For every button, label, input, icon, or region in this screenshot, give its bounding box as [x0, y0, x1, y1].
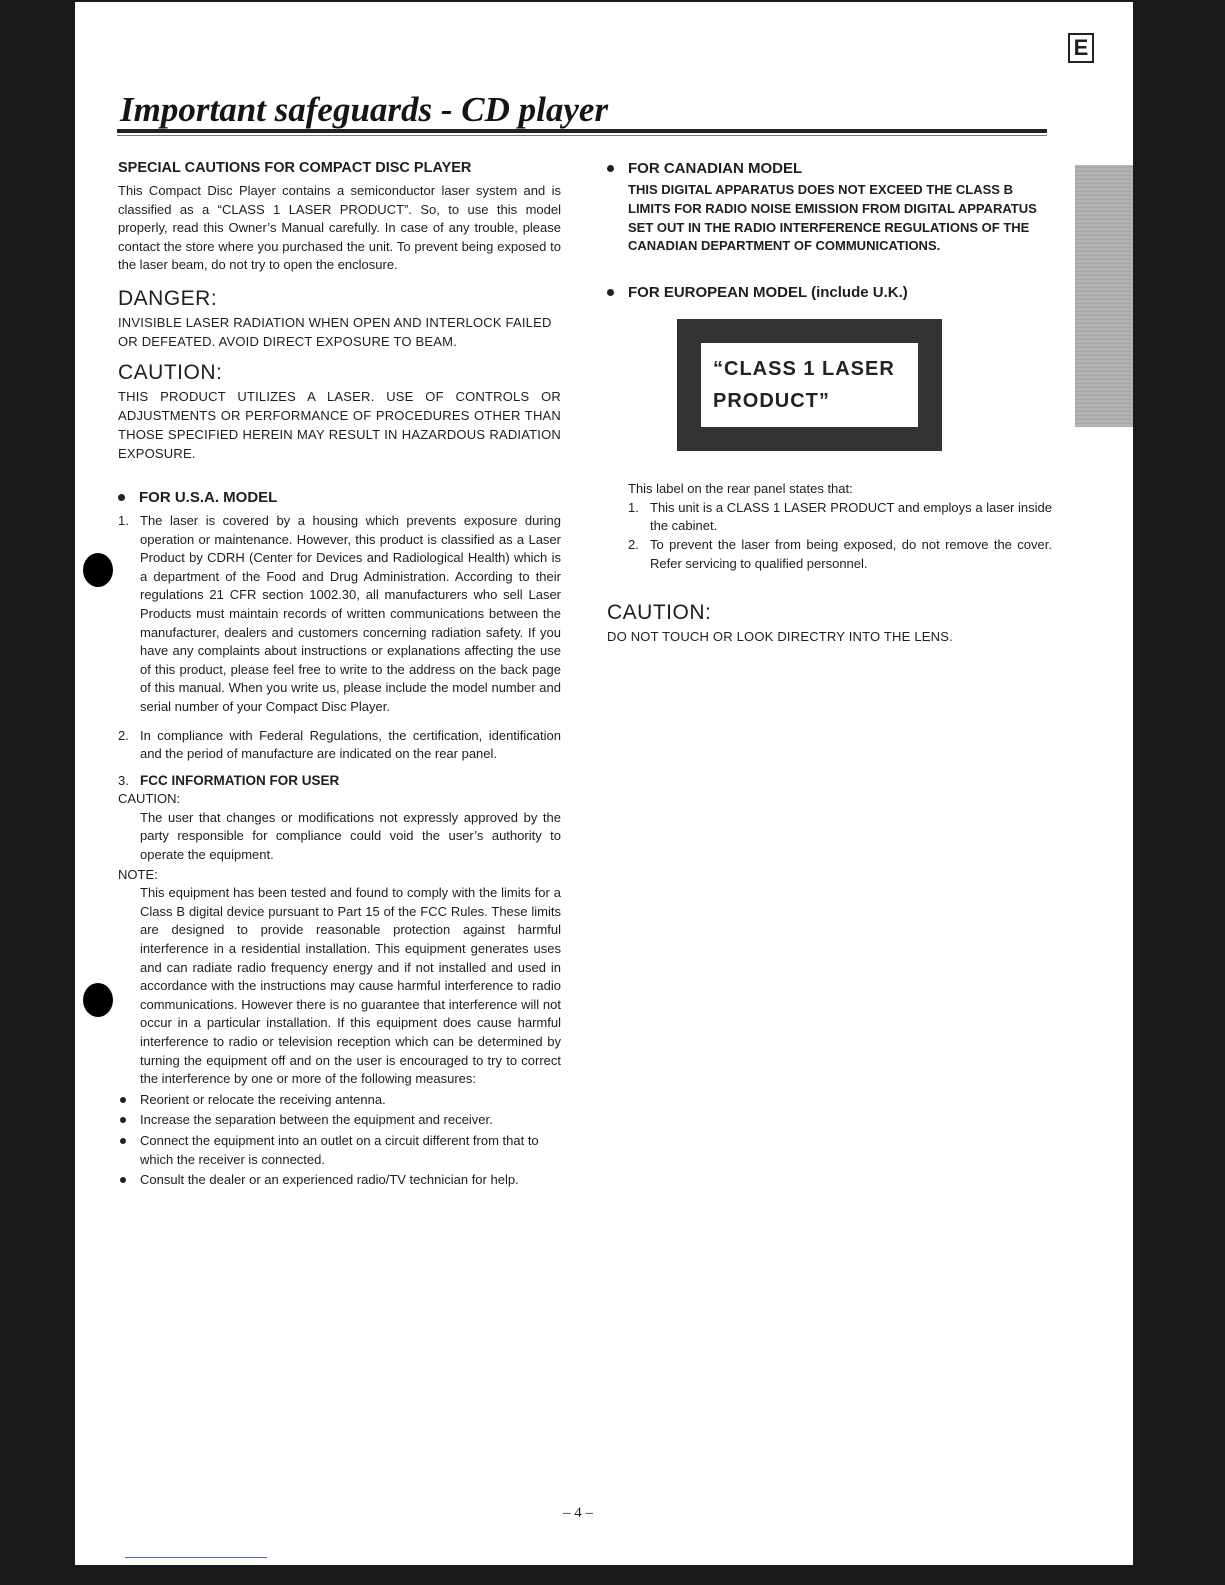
caution-heading: CAUTION:: [118, 360, 223, 384]
label-line-2: PRODUCT”: [713, 390, 830, 413]
fcc-measures-list: [118, 1091, 561, 1190]
item-number: 1.: [628, 499, 639, 515]
lens-caution-section: [607, 601, 1052, 646]
european-model-heading-text: FOR EUROPEAN MODEL (include U.K.): [628, 284, 908, 302]
usa-item-3: [118, 772, 561, 791]
lens-caution-body: DO NOT TOUCH OR LOOK DIRECTRY INTO THE LENS.: [607, 629, 953, 645]
list-item: [118, 1171, 561, 1190]
label-line-1: “CLASS 1 LASER: [713, 358, 895, 381]
item-number: 2.: [118, 727, 129, 743]
left-column: [118, 160, 561, 1192]
measure-text: Connect the equipment into an outlet on a circuit different from that to which the receiver is connected.: [140, 1132, 539, 1167]
bullet-icon: [607, 289, 614, 296]
usa-model-heading: [118, 489, 561, 506]
danger-section: [118, 287, 561, 351]
usa-item-1-text: The laser is covered by a housing which prevents exposure during operation or maintenance. However, this product is classified as a Laser Product by CDRH (Center for Devices and Radiological Health) which is a department of the Food and Drug Administration. According to their regulations 21 CFR section 1002.30, all manufacturers who sell Laser Products must maintain records of written communications between the manufacturer, dealers and customers concerning radiation safety. If you have any complaints about instructions or explanations affecting the use of this product, please feel free to write to the address on the back page of this manual. When you write us, please include the model number and serial number of your Compact Disc Player.: [140, 512, 561, 714]
list-item: [118, 1132, 561, 1169]
fcc-caution-body: The user that changes or modifications not expressly approved by the party responsible for compliance could void the user’s authority to operate the equipment.: [140, 809, 561, 863]
european-model-section: [607, 284, 1052, 573]
measure-text: Consult the dealer or an experienced radio/TV technician for help.: [140, 1172, 519, 1188]
fcc-heading: FCC INFORMATION FOR USER: [140, 772, 340, 788]
lens-caution-heading: CAUTION:: [607, 601, 712, 625]
side-tab-marker: [1075, 165, 1133, 427]
class1-laser-label: [677, 319, 942, 451]
europe-item-1: [607, 499, 1052, 536]
footer-line: [125, 1557, 267, 1558]
fcc-caution-label: CAUTION:: [118, 791, 181, 807]
language-badge: E: [1068, 33, 1094, 63]
item-number: 1.: [118, 512, 129, 528]
bullet-icon: [120, 1177, 126, 1183]
europe-item-2: [607, 536, 1052, 573]
canadian-model-heading: [607, 160, 1052, 177]
measure-text: Increase the separation between the equipment and receiver.: [140, 1112, 493, 1128]
manual-page: [75, 2, 1133, 1565]
caution-section: [118, 361, 561, 463]
danger-heading: DANGER:: [118, 286, 218, 310]
usa-model-heading-text: FOR U.S.A. MODEL: [139, 488, 278, 506]
fcc-note-body: This equipment has been tested and found to comply with the limits for a Class B digital device pursuant to Part 15 of the FCC Rules. These limits are designed to provide reasonable protection against harmful interference in a residential installation. This equipment generates uses and can radiate radio frequency energy and if not installed and used in accordance with the instructions may cause harmful interference to radio communications. However there is no guarantee that interference will not occur in a particular installation. If this equipment does cause harmful interference to radio or television reception which can be determined by turning the equipment off and on the user is encouraged to try to correct the interference by one or more of the following measures:: [140, 885, 561, 1087]
canadian-model-section: [607, 160, 1052, 256]
measure-text: Reorient or relocate the receiving antenna.: [140, 1091, 386, 1107]
binder-hole-icon: [83, 983, 113, 1017]
binder-hole-icon: [83, 553, 113, 587]
bullet-icon: [118, 494, 125, 501]
special-cautions-section: [118, 160, 561, 275]
european-model-heading: [607, 284, 1052, 301]
item-number: 2.: [628, 536, 639, 552]
canadian-model-heading-text: FOR CANADIAN MODEL: [628, 160, 803, 177]
page-title: Important safeguards - CD player: [120, 90, 609, 129]
special-cautions-heading: SPECIAL CAUTIONS FOR COMPACT DISC PLAYER: [118, 160, 472, 176]
page-number: – 4 –: [563, 1505, 593, 1521]
canadian-model-body: THIS DIGITAL APPARATUS DOES NOT EXCEED THE CLASS B LIMITS FOR RADIO NOISE EMISSION FROM DIGITAL APPARATUS SET OUT IN THE RADIO INTERFERENCE REGULATIONS OF THE CANADIAN DEPARTMENT OF COMMUNICATIONS.: [628, 182, 1037, 254]
usa-item-2-text: In compliance with Federal Regulations, the certification, identification and the period of manufacture are indicated on the rear panel.: [140, 727, 561, 762]
usa-item-1: [118, 512, 561, 717]
bullet-icon: [607, 165, 614, 172]
list-item: [118, 1111, 561, 1130]
danger-body: INVISIBLE LASER RADIATION WHEN OPEN AND INTERLOCK FAILED OR DEFEATED. AVOID DIRECT EXPOSURE TO BEAM.: [118, 314, 552, 349]
europe-item-1-text: This unit is a CLASS 1 LASER PRODUCT and employs a laser inside the cabinet.: [650, 499, 1052, 534]
usa-item-2: [118, 727, 561, 764]
list-item: [118, 1091, 561, 1110]
usa-model-section: [118, 489, 561, 1190]
bullet-icon: [120, 1138, 126, 1144]
item-number: 3.: [118, 772, 129, 788]
label-intro: This label on the rear panel states that:: [628, 481, 853, 497]
bullet-icon: [120, 1117, 126, 1123]
class1-laser-label-inner: [701, 343, 918, 427]
europe-item-2-text: To prevent the laser from being exposed, do not remove the cover. Refer servicing to qualified personnel.: [650, 536, 1052, 571]
title-rule: [117, 129, 1047, 133]
special-cautions-body: This Compact Disc Player contains a semiconductor laser system and is classified as a “CLASS 1 LASER PRODUCT”. So, to use this model properly, read this Owner’s Manual carefully. In case of any trouble, please contact the store where you purchased the unit. To prevent being exposed to the laser beam, do not try to open the enclosure.: [118, 183, 561, 273]
bullet-icon: [120, 1097, 126, 1103]
right-column: [607, 160, 1052, 646]
fcc-note-label: NOTE:: [118, 866, 158, 882]
caution-body: THIS PRODUCT UTILIZES A LASER. USE OF CONTROLS OR ADJUSTMENTS OR PERFORMANCE OF PROCEDURES OTHER THAN THOSE SPECIFIED HEREIN MAY RESULT IN HAZARDOUS RADIATION EXPOSURE.: [118, 388, 561, 461]
title-rule-thin: [117, 135, 1047, 136]
